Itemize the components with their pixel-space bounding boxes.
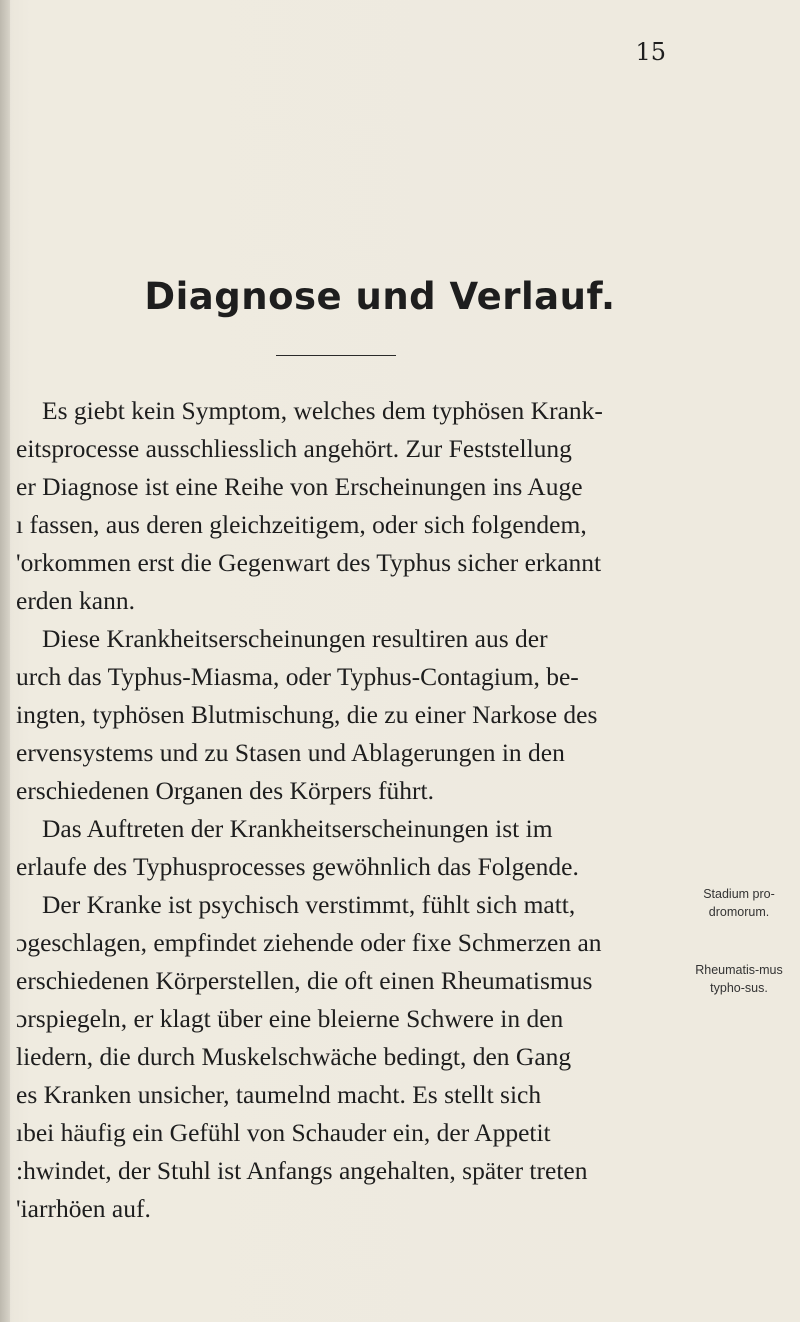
text-line: erden kann. <box>16 586 135 615</box>
page-spine-shadow <box>0 0 10 1322</box>
text-line: Der Kranke ist psychisch verstimmt, fühlt sich matt, <box>42 890 576 919</box>
text-line: ɔrspiegeln, er klagt über eine bleierne Schwere in den <box>16 1004 564 1033</box>
text-line: ɔgeschlagen, empfindet ziehende oder fixe Schmerzen an <box>16 928 602 957</box>
text-line: 'iarrhöen auf. <box>16 1194 151 1223</box>
text-line: erschiedenen Organen des Körpers führt. <box>16 776 434 805</box>
text-line: er Diagnose ist eine Reihe von Erscheinungen ins Auge <box>16 472 583 501</box>
text-line: ingten, typhösen Blutmischung, die zu einer Narkose des <box>16 700 598 729</box>
text-line: urch das Typhus-Miasma, oder Typhus-Contagium, be- <box>16 662 579 691</box>
chapter-heading: Diagnose und Verlauf. <box>144 275 616 318</box>
text-line: ı fassen, aus deren gleichzeitigem, oder sich folgendem, <box>16 510 587 539</box>
text-line: 'orkommen erst die Gegenwart des Typhus sicher erkannt <box>16 548 602 577</box>
margin-note-stadium: Stadium pro-dromorum. <box>703 887 775 919</box>
text-line: Diese Krankheitserscheinungen resultiren aus der <box>42 624 548 653</box>
heading-rule <box>276 355 396 356</box>
text-line: :hwindet, der Stuhl ist Anfangs angehalten, später treten <box>16 1156 588 1185</box>
text-line: ıbei häufig ein Gefühl von Schauder ein, der Appetit <box>16 1118 551 1147</box>
margin-note-rheumatismus: Rheumatis-mus typho-sus. <box>695 963 783 995</box>
page-number: 15 <box>635 38 666 66</box>
text-line: ervensystems und zu Stasen und Ablagerungen in den <box>16 738 565 767</box>
text-line: erlaufe des Typhusprocesses gewöhnlich das Folgende. <box>16 852 579 881</box>
text-line: es Kranken unsicher, taumelnd macht. Es stellt sich <box>16 1080 542 1109</box>
text-line: eitsprocesse ausschliesslich angehört. Zur Feststellung <box>16 434 572 463</box>
text-line: erschiedenen Körperstellen, die oft einen Rheumatismus <box>16 966 593 995</box>
text-line: Das Auftreten der Krankheitserscheinungen ist im <box>42 814 553 843</box>
text-line: liedern, die durch Muskelschwäche bedingt, den Gang <box>16 1042 572 1071</box>
text-line: Es giebt kein Symptom, welches dem typhösen Krank- <box>42 396 603 425</box>
